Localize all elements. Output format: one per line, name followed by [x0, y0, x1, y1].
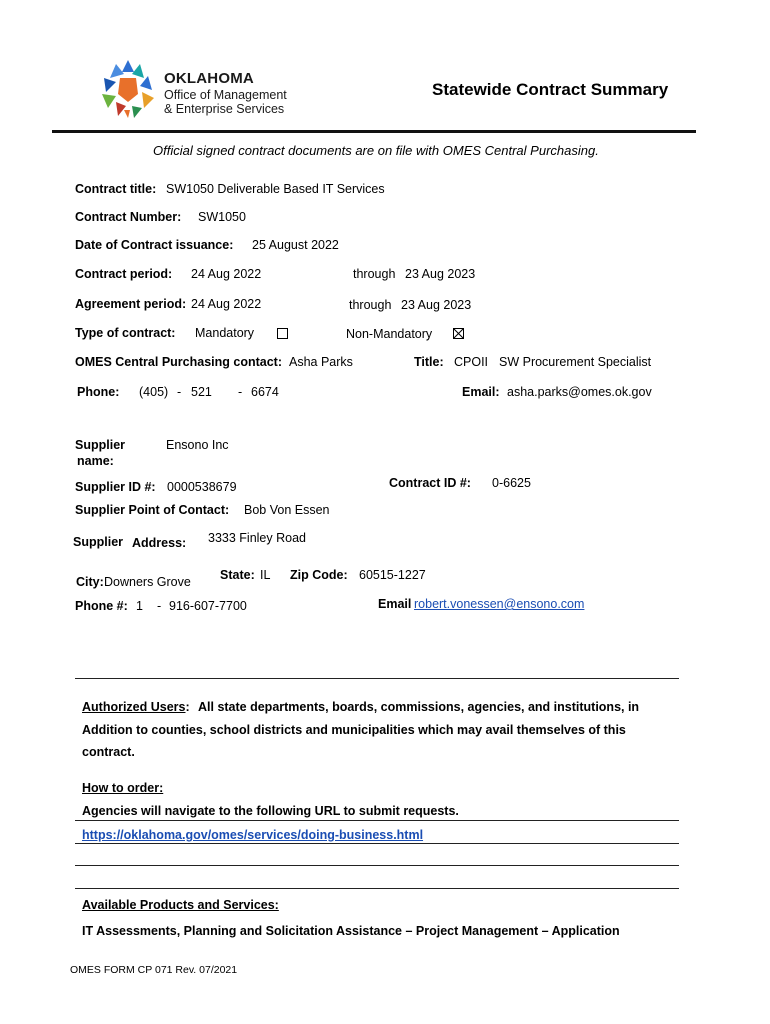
mandatory-label: Mandatory [195, 326, 255, 340]
supplier-name-label-1: Supplier [75, 438, 126, 452]
form-id-footer: OMES FORM CP 071 Rev. 07/2021 [70, 964, 238, 976]
section-divider-5 [75, 888, 679, 889]
supplier-name-value: Ensono Inc [166, 438, 229, 452]
omes-phone-prefix: 521 [191, 385, 212, 399]
products-text: IT Assessments, Planning and Solicitation Assistance – Project Management – Application [82, 924, 620, 938]
non-mandatory-label: Non-Mandatory [346, 327, 433, 341]
how-to-order-text: Agencies will navigate to the following URL to submit requests. [82, 804, 459, 818]
contract-title-value: SW1050 Deliverable Based IT Services [166, 182, 385, 196]
contract-period-start: 24 Aug 2022 [191, 267, 262, 281]
authorized-users-colon: : [185, 700, 190, 714]
section-divider-4 [75, 865, 679, 866]
page-title: Statewide Contract Summary [432, 80, 669, 99]
supplier-address-value: 3333 Finley Road [208, 531, 306, 545]
authorized-users-line-1: All state departments, boards, commissions, agencies, and institutions, in [198, 700, 640, 714]
issuance-value: 25 August 2022 [252, 238, 339, 252]
omes-phone-dash-2: - [238, 385, 243, 399]
header-divider [52, 130, 696, 133]
supplier-phone-value: 916-607-7700 [169, 599, 247, 613]
omes-contact-label: OMES Central Purchasing contact: [75, 355, 282, 369]
omes-title-label: Title: [414, 355, 444, 369]
supplier-phone-cc: 1 [136, 599, 143, 613]
contract-number-label: Contract Number: [75, 210, 182, 224]
city-label: City: [76, 575, 104, 589]
supplier-name-label-2: name: [77, 454, 114, 468]
supplier-email-link[interactable]: robert.vonessen@ensono.com [414, 597, 585, 611]
omes-title-role: SW Procurement Specialist [499, 355, 652, 369]
supplier-phone-label: Phone #: [75, 599, 128, 613]
supplier-phone-dash: - [157, 599, 162, 613]
contract-period-label: Contract period: [75, 267, 173, 281]
omes-phone-dash-1: - [177, 385, 182, 399]
non-mandatory-checkbox[interactable] [453, 328, 464, 339]
omes-title-value: CPOII [454, 355, 489, 369]
authorized-users-label: Authorized Users [82, 700, 186, 714]
city-value: Downers Grove [104, 575, 191, 589]
supplier-poc-value: Bob Von Essen [244, 503, 330, 517]
section-divider-3 [75, 843, 679, 844]
section-divider-2 [75, 820, 679, 821]
supplier-address-label-2: Address: [132, 536, 187, 550]
logo-line-3: & Enterprise Services [164, 102, 285, 116]
supplier-poc-label: Supplier Point of Contact: [75, 503, 230, 517]
authorized-users-heading [82, 700, 190, 714]
omes-contact-name: Asha Parks [289, 355, 353, 369]
contract-title-label: Contract title: [75, 182, 157, 196]
state-value: IL [260, 568, 271, 582]
omes-phone-line: 6674 [251, 385, 279, 399]
how-to-order-url[interactable]: https://oklahoma.gov/omes/services/doing-business.html [82, 828, 424, 842]
omes-email-value: asha.parks@omes.ok.gov [507, 385, 652, 399]
omes-phone-label: Phone: [77, 385, 120, 399]
agreement-period-through: through [349, 298, 392, 312]
subtitle: Official signed contract documents are on file with OMES Central Purchasing. [153, 143, 599, 158]
contract-period-through: through [353, 267, 396, 281]
supplier-email-label: Email [378, 597, 412, 611]
type-of-contract-label: Type of contract: [75, 326, 176, 340]
authorized-users-line-2: Addition to counties, school districts and municipalities which may avail themselves of this [82, 723, 626, 737]
omes-email-label: Email: [462, 385, 500, 399]
contract-period-end: 23 Aug 2023 [405, 267, 476, 281]
agreement-period-end: 23 Aug 2023 [401, 298, 472, 312]
zip-label: Zip Code: [290, 568, 348, 582]
contract-id-value: 0-6625 [492, 476, 531, 490]
supplier-id-label: Supplier ID #: [75, 480, 156, 494]
checkbox-x-icon [454, 329, 463, 338]
contract-id-label: Contract ID #: [389, 476, 471, 490]
omes-logo [98, 58, 308, 120]
contract-number-value: SW1050 [198, 210, 246, 224]
supplier-address-label-1: Supplier [73, 535, 124, 549]
agreement-period-label: Agreement period: [75, 297, 187, 311]
products-heading: Available Products and Services: [82, 898, 279, 912]
oklahoma-star-logo-icon [98, 58, 158, 120]
authorized-users-line-3: contract. [82, 745, 135, 759]
zip-value: 60515-1227 [359, 568, 426, 582]
section-divider-1 [75, 678, 679, 679]
omes-phone-area: (405) [139, 385, 169, 399]
issuance-label: Date of Contract issuance: [75, 238, 234, 252]
agreement-period-start: 24 Aug 2022 [191, 297, 262, 311]
logo-line-1: OKLAHOMA [164, 70, 254, 87]
logo-line-2: Office of Management [164, 88, 287, 102]
mandatory-checkbox[interactable] [277, 328, 288, 339]
how-to-order-heading: How to order: [82, 781, 164, 795]
state-label: State: [220, 568, 255, 582]
supplier-id-value: 0000538679 [167, 480, 237, 494]
